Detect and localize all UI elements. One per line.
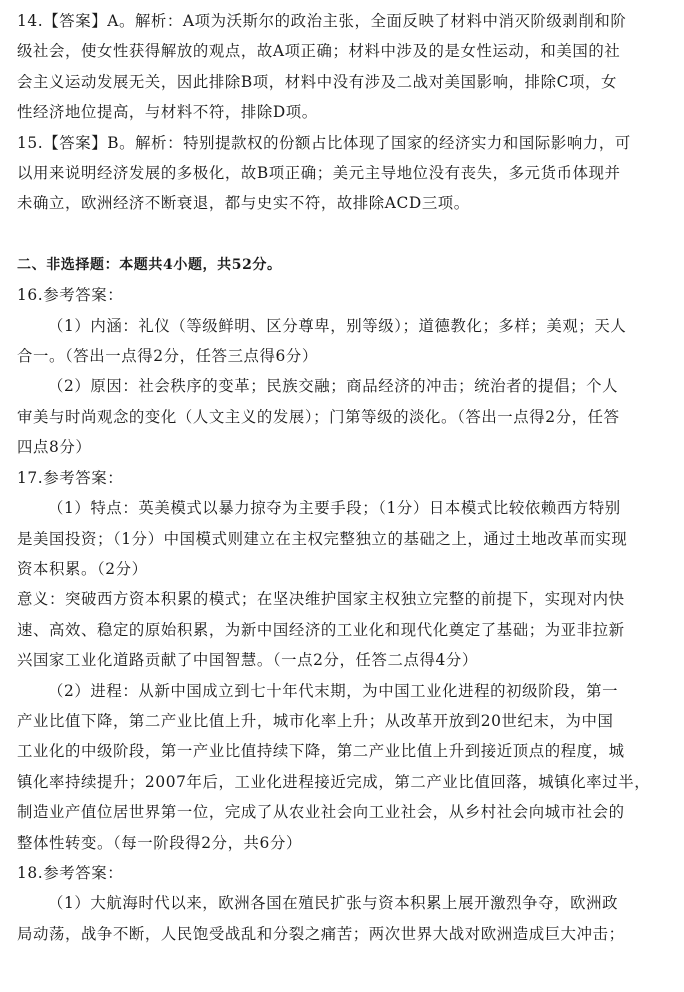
q17-p2-line: 兴国家工业化道路贡献了中国智慧。（一点2分，任答二点得4分） — [17, 651, 478, 670]
q17-p2-line: 意义：突破西方资本积累的模式；在坚决维护国家主权独立完整的前提下，实现对内快 — [17, 590, 625, 609]
q14-line: 会主义运动发展无关，因此排除B项，材料中没有涉及二战对美国影响，排除C项，女 — [17, 72, 617, 91]
q17-title: 17.参考答案： — [17, 468, 124, 487]
q16-title: 16.参考答案： — [17, 286, 124, 305]
q16-p2-line: 四点8分） — [17, 438, 92, 457]
q15-line: 以用来说明经济发展的多极化，故B项正确；美元主导地位没有丧失，多元货币体现并 — [17, 164, 621, 183]
q14-block — [17, 6, 670, 128]
q17-p1-line: 是美国投资；（1分）中国模式则建立在主权完整独立的基础之上，通过土地改革而实现 — [17, 529, 628, 548]
q17-p2-line: 速、高效、稳定的原始积累，为新中国经济的工业化和现代化奠定了基础；为亚非拉新 — [17, 620, 625, 639]
q16-p1-line: 合一。（答出一点得2分，任答三点得6分） — [17, 347, 318, 366]
section-heading: 二、非选择题：本题共4小题，共52分。 — [17, 256, 282, 273]
q18-title: 18.参考答案： — [17, 863, 124, 882]
spacer — [17, 219, 670, 250]
q18-p1-line: 局动荡，战争不断，人民饱受战乱和分裂之痛苦；两次世界大战对欧洲造成巨大冲击； — [17, 924, 625, 943]
q17-p3-line: 产业比值下降，第二产业比值上升，城市化率上升；从改革开放到20世纪末，为中国 — [17, 711, 614, 730]
q16-p2-line: 审美与时尚观念的变化（人文主义的发展）；门第等级的淡化。（答出一点得2分，任答 — [17, 407, 620, 426]
q17-p1-line: （1）特点：英美模式以暴力掠夺为主要手段；（1分）日本模式比较依赖西方特别 — [48, 499, 621, 518]
q18-p1-line: （1）大航海时代以来，欧洲各国在殖民扩张与资本积累上展开激烈争夺，欧洲政 — [48, 894, 619, 913]
q16-p1-line: （1）内涵：礼仪（等级鲜明、区分尊卑，别等级）；道德教化；多样；美观；天人 — [48, 316, 627, 335]
q15-block — [17, 128, 670, 219]
q14-line: 14.【答案】A。解析：A项为沃斯尔的政治主张，全面反映了材料中消灭阶级剥削和阶 — [17, 12, 627, 30]
q14-line: 级社会，使女性获得解放的观点，故A项正确；材料中涉及的是女性运动，和美国的社 — [17, 42, 621, 61]
q16-p2-line: （2）原因：社会秩序的变革；民族交融；商品经济的冲击；统治者的提倡；个人 — [48, 377, 619, 396]
q17-p3-line: （2）进程：从新中国成立到七十年代末期，为中国工业化进程的初级阶段，第一 — [48, 681, 619, 700]
q17-p1-line: 资本积累。（2分） — [17, 559, 148, 578]
q18-block — [17, 858, 670, 949]
q15-line: 15.【答案】B。解析：特别提款权的份额占比体现了国家的经济实力和国际影响力，可 — [17, 133, 631, 152]
q17-p3-line: 工业化的中级阶段，第一产业比值持续下降，第二产业比值上升到接近顶点的程度，城 — [17, 742, 625, 761]
q17-p3-line: 整体性转变。（每一阶段得2分，共6分） — [17, 833, 302, 852]
q14-line: 性经济地位提高，与材料不符，排除D项。 — [17, 103, 318, 122]
q17-p3-line: 镇化率持续提升；2007年后，工业化进程接近完成，第二产业比值回落，城镇化率过半， — [17, 772, 651, 791]
q15-line: 未确立，欧洲经济不断衰退，都与史实不符，故排除ACD三项。 — [17, 194, 470, 213]
q17-p3-line: 制造业产值位居世界第一位，完成了从农业社会向工业社会，从乡村社会向城市社会的 — [17, 803, 625, 822]
q17-block — [17, 463, 670, 858]
q16-block — [17, 280, 670, 462]
